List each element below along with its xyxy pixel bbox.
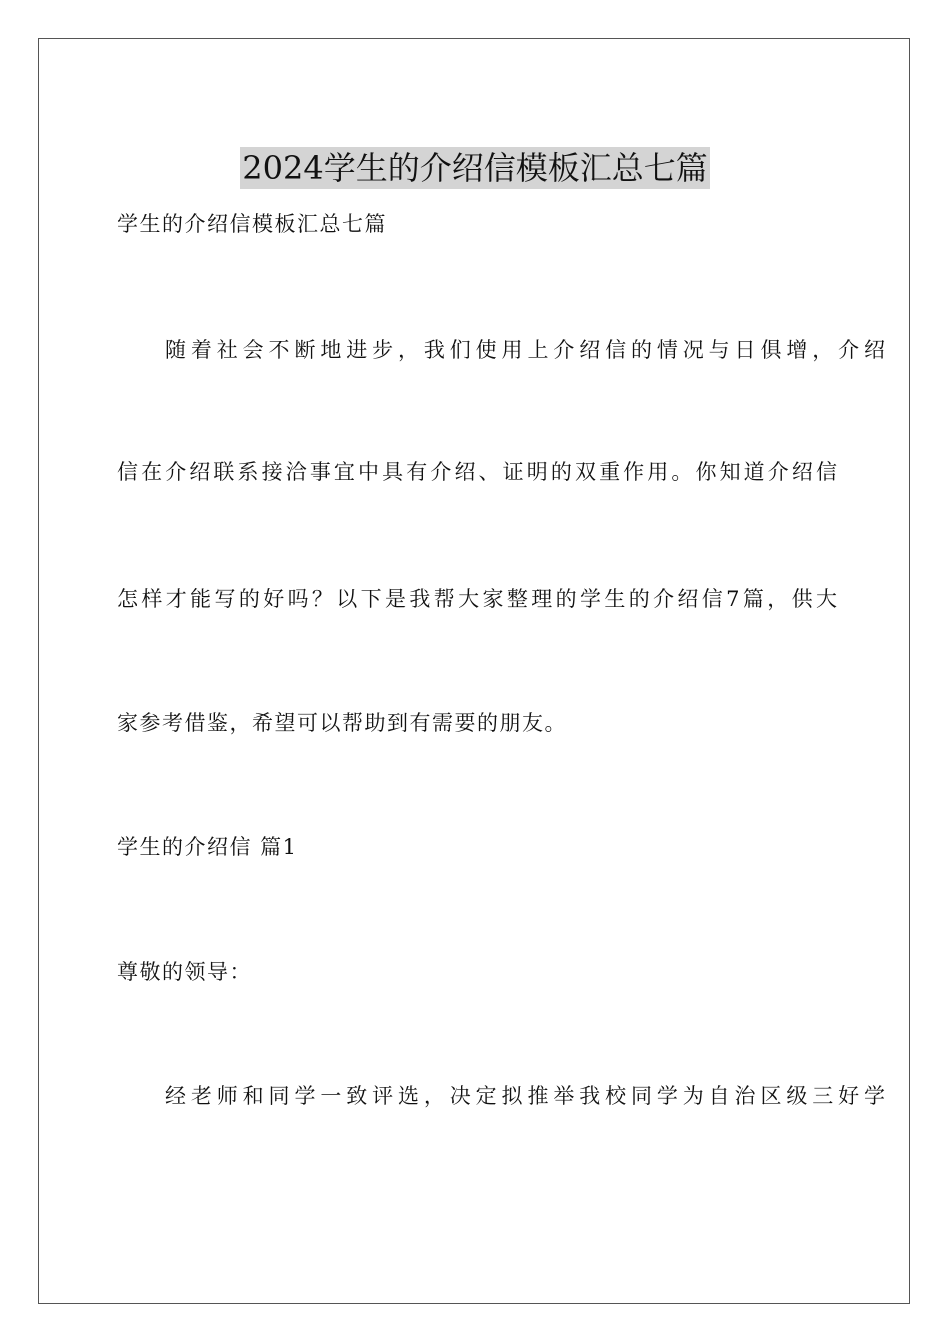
document-subtitle: 学生的介绍信模板汇总七篇 <box>117 212 387 236</box>
intro-line-2: 信在介绍联系接洽事宜中具有介绍、证明的双重作用。你知道介绍信 <box>117 460 837 484</box>
intro-line-3: 怎样才能写的好吗？以下是我帮大家整理的学生的介绍信7篇，供大 <box>117 587 837 611</box>
salutation: 尊敬的领导： <box>117 960 252 984</box>
body-line-1: 经老师和同学一致评选，决定拟推举我校同学为自治区级三好学 <box>165 1084 885 1108</box>
title-container <box>0 126 950 211</box>
section-heading: 学生的介绍信 篇1 <box>117 835 298 859</box>
document-title: 2024学生的介绍信模板汇总七篇 <box>242 149 708 188</box>
intro-line-4: 家参考借鉴，希望可以帮助到有需要的朋友。 <box>117 711 567 735</box>
intro-line-1: 随着社会不断地进步，我们使用上介绍信的情况与日俱增，介绍 <box>165 338 885 362</box>
